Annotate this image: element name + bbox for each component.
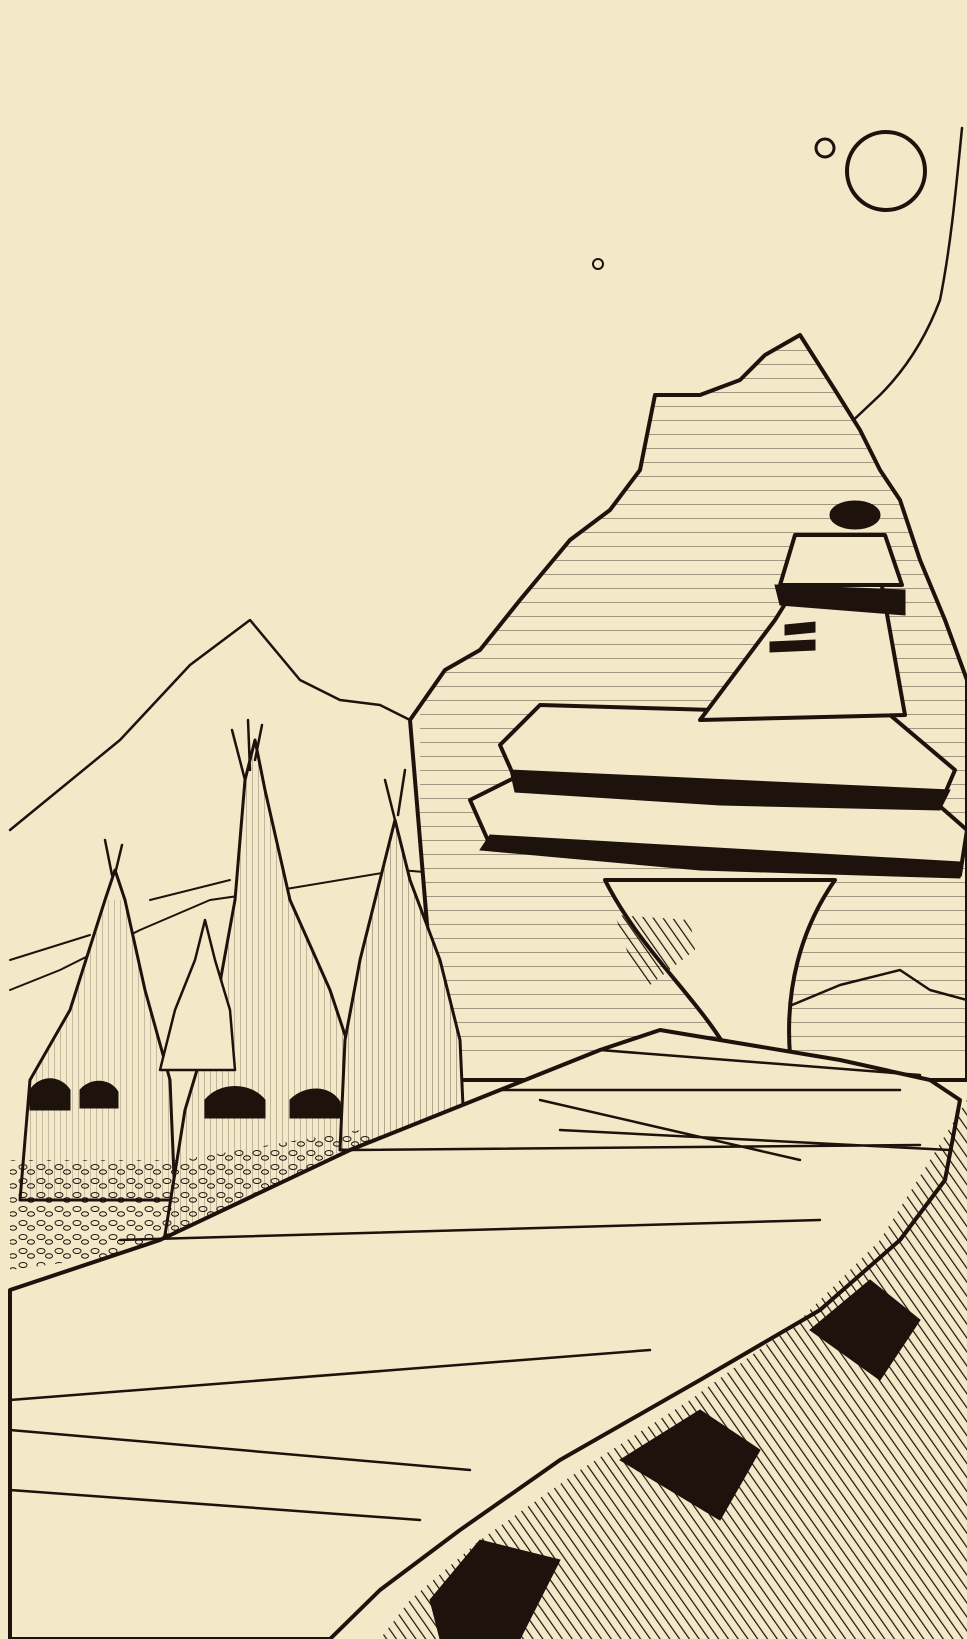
tower-dome xyxy=(830,501,880,529)
tower-cap xyxy=(780,535,902,585)
